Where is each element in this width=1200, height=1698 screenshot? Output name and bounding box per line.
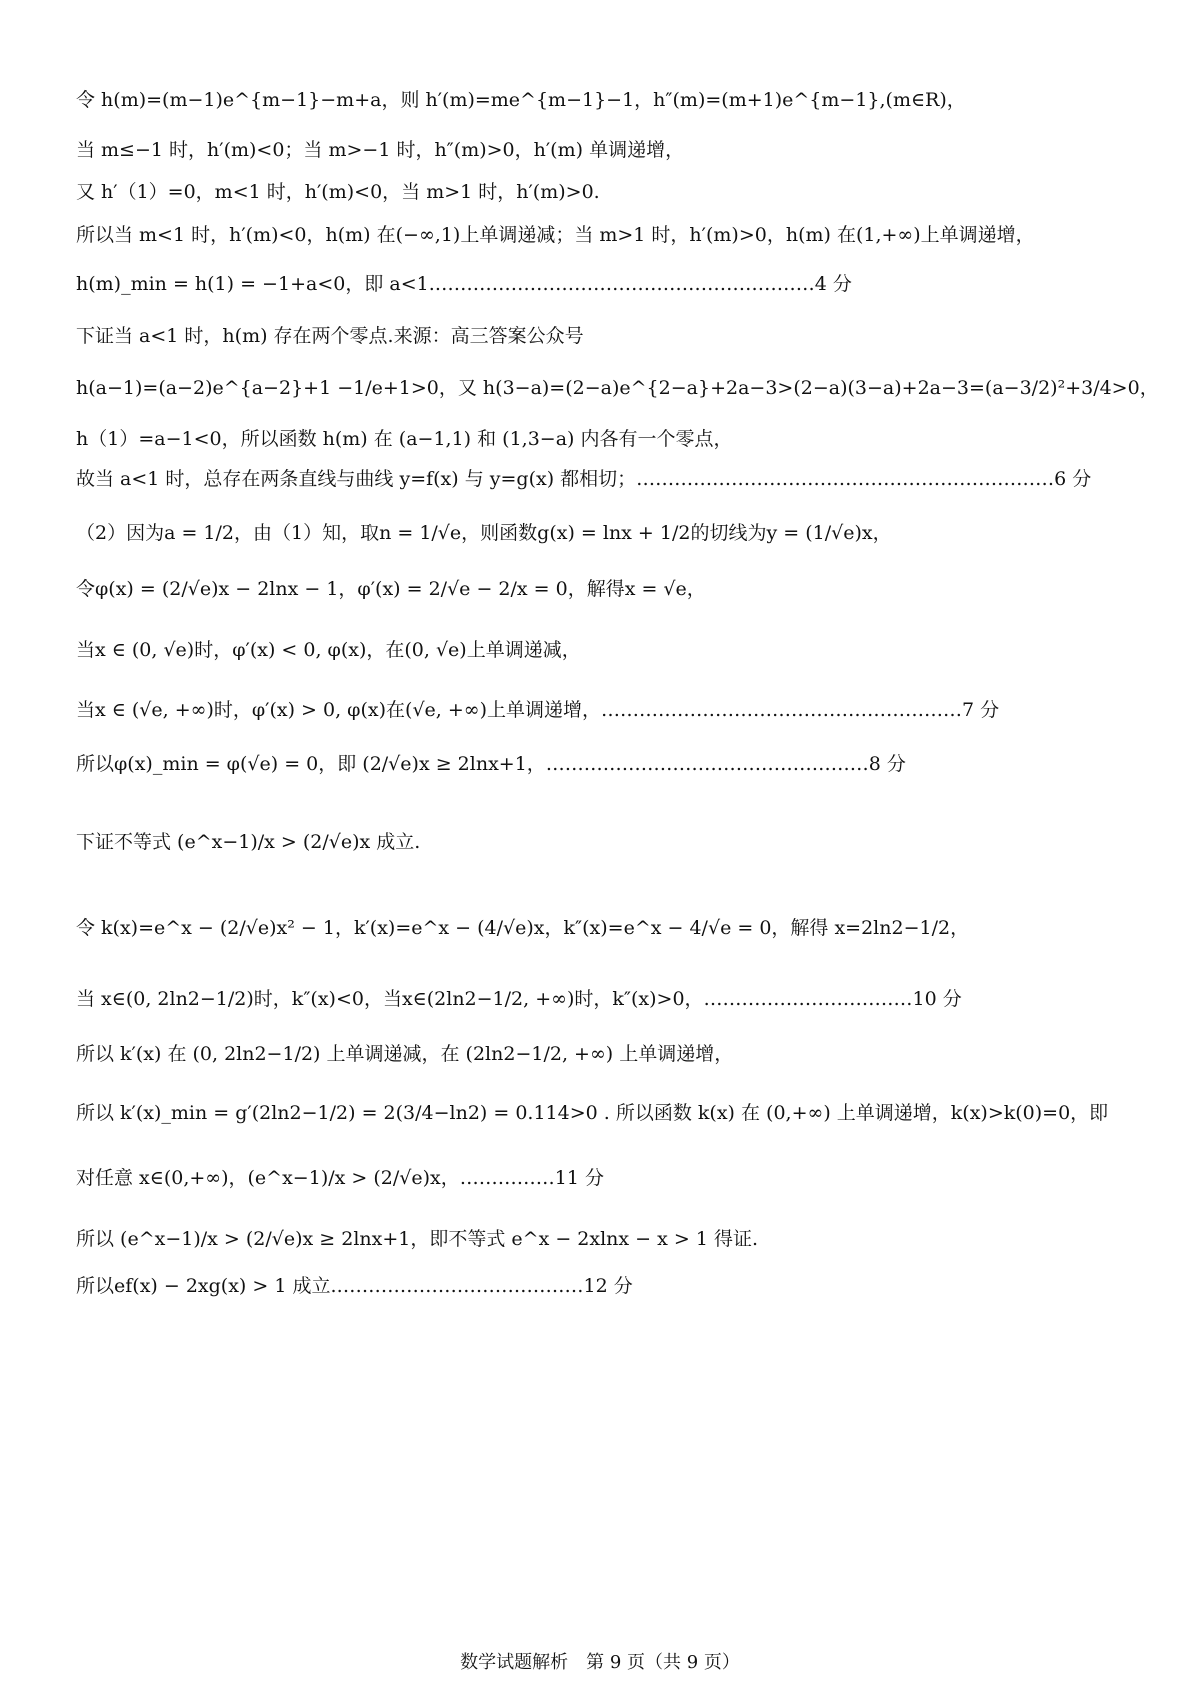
text-line: 所以ef(x) − 2xg(x) > 1 成立.…………………………………12 分	[76, 1275, 633, 1297]
page-footer: 数学试题解析 第 9 页（共 9 页）	[460, 1652, 740, 1673]
text-line: 令φ(x) = (2/√e)x − 2lnx − 1，φ′(x) = 2/√e − 2/x = 0，解得x = √e，	[76, 578, 706, 600]
text-line: 所以φ(x)_min = φ(√e) = 0，即 (2/√e)x ≥ 2lnx+1，……………………………………………8 分	[76, 753, 906, 775]
text-line: 当 m≤−1 时，h′(m)<0；当 m>−1 时，h″(m)>0，h′(m) 单调递增，	[76, 139, 685, 161]
text-line: 令 k(x)=e^x − (2/√e)x² − 1，k′(x)=e^x − (4/√e)x，k″(x)=e^x − 4/√e = 0，解得 x=2ln2−1/2，	[76, 917, 970, 939]
text-line: h(m)_min = h(1) = −1+a<0，即 a<1.……………………………………………………4 分	[76, 273, 852, 295]
text-line: 当 x∈(0, 2ln2−1/2)时，k″(x)<0，当x∈(2ln2−1/2, +∞)时，k″(x)>0，……………………………10 分	[76, 988, 962, 1010]
text-line: 当x ∈ (0, √e)时，φ′(x) < 0, φ(x)，在(0, √e)上单调递减，	[76, 639, 581, 661]
text-line: 下证当 a<1 时，h(m) 存在两个零点.来源：高三答案公众号	[76, 325, 584, 347]
text-line: 所以 (e^x−1)/x > (2/√e)x ≥ 2lnx+1，即不等式 e^x − 2xlnx − x > 1 得证.	[76, 1228, 759, 1250]
text-line: 当x ∈ (√e, +∞)时，φ′(x) > 0, φ(x)在(√e, +∞)上单调递增，…………………………………………………7 分	[76, 699, 1000, 721]
text-line: 又 h′（1）=0，m<1 时，h′(m)<0，当 m>1 时，h′(m)>0.	[76, 181, 600, 203]
text-line: （2）因为a = 1/2，由（1）知，取n = 1/√e，则函数g(x) = lnx + 1/2的切线为y = (1/√e)x，	[76, 522, 892, 544]
text-line: h（1）=a−1<0，所以函数 h(m) 在 (a−1,1) 和 (1,3−a) 内各有一个零点，	[76, 428, 733, 450]
text-line: 所以当 m<1 时，h′(m)<0，h(m) 在(−∞,1)上单调递减；当 m>1 时，h′(m)>0，h(m) 在(1,+∞)上单调递增，	[76, 224, 1035, 246]
text-line: 令 h(m)=(m−1)e^{m−1}−m+a，则 h′(m)=me^{m−1}−1，h″(m)=(m+1)e^{m−1},(m∈R)，	[76, 89, 966, 111]
text-line: 故当 a<1 时，总存在两条直线与曲线 y=f(x) 与 y=g(x) 都相切；…………………………………………………………6 分	[76, 468, 1092, 490]
text-line: 下证不等式 (e^x−1)/x > (2/√e)x 成立.	[76, 831, 421, 853]
text-line: 所以 k′(x)_min = g′(2ln2−1/2) = 2(3/4−ln2) = 0.114>0 . 所以函数 k(x) 在 (0,+∞) 上单调递增，k(x)>k(0)=0，即	[76, 1102, 1109, 1124]
text-line: h(a−1)=(a−2)e^{a−2}+1 −1/e+1>0，又 h(3−a)=(2−a)e^{2−a}+2a−3>(2−a)(3−a)+2a−3=(a−3/2)²+3/4>0，	[76, 377, 1159, 399]
text-line: 所以 k′(x) 在 (0, 2ln2−1/2) 上单调递减，在 (2ln2−1/2, +∞) 上单调递增，	[76, 1043, 734, 1065]
text-line: 对任意 x∈(0,+∞)，(e^x−1)/x > (2/√e)x，……………11 分	[76, 1167, 604, 1189]
